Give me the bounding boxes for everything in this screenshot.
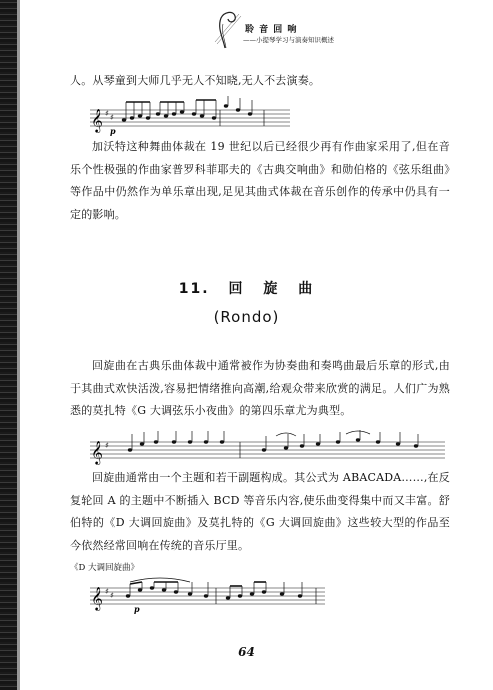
- section-title-char-2: 旋: [263, 281, 280, 297]
- svg-text:p: p: [110, 126, 116, 136]
- music-notation-example-3: [90, 574, 325, 614]
- scanned-book-spine: [0, 0, 17, 690]
- paragraph-1: 人。从琴童到大师几乎无人不知晓,无人不去演奏。: [70, 74, 321, 87]
- section-title-char-1: 回: [228, 281, 245, 297]
- svg-text:♯: ♯: [110, 591, 114, 600]
- treble-clef-icon: 𝄞: [91, 586, 103, 610]
- paragraph-3: 回旋曲在古典乐曲体裁中通常被作为协奏曲和奏鸣曲最后乐章的形式,由于其曲式欢快活泼,容易把情绪推向高潮,给观众带来欣赏的满足。人们广为熟悉的莫扎特《G 大调弦乐小夜曲》的第四乐章尤为典型。: [70, 359, 450, 417]
- svg-text:♯: ♯: [105, 109, 109, 118]
- running-header: [195, 8, 365, 50]
- header-subtitle: ——小提琴学习与演奏知识概述: [243, 36, 334, 44]
- svg-text:♯: ♯: [110, 113, 114, 122]
- treble-clef-icon: 𝄞: [91, 440, 103, 464]
- music-notation-example-1: [90, 96, 290, 136]
- treble-clef-icon: 𝄞: [91, 108, 103, 132]
- section-title-char-3: 曲: [298, 281, 315, 297]
- section-english-title: (Rondo): [213, 308, 280, 326]
- paragraph-2: 加沃特这种舞曲体裁在 19 世纪以后已经很少再有作曲家采用了,但在音乐个性极强的作曲家普罗科菲耶夫的《古典交响曲》和勋伯格的《弦乐组曲》等作品中仍然作为单乐章出现,足见其曲式体裁在音乐创作的传承中仍具有一定的影响。: [70, 140, 450, 221]
- paragraph-4: 回旋曲通常由一个主题和若干副题构成。其公式为 ABACADA……,在反复轮回 A 的主题中不断插入 BCD 等音乐内容,使乐曲变得集中而又丰富。舒伯特的《D 大调回旋曲》及莫扎特的《G 大调回旋曲》这些较大型的作品至今依然经常回响在传统的音乐厅里。: [70, 471, 450, 552]
- page-number: 64: [238, 645, 255, 659]
- svg-text:♯: ♯: [105, 441, 109, 450]
- section-number: 11.: [178, 281, 210, 297]
- svg-text:♯: ♯: [105, 587, 109, 596]
- svg-text:p: p: [134, 604, 140, 614]
- music-example-caption: 《D 大调回旋曲》: [70, 563, 140, 573]
- section-heading: [0, 278, 493, 298]
- music-notation-example-2: [90, 430, 445, 466]
- header-title: 聆 音 回 响: [245, 25, 298, 35]
